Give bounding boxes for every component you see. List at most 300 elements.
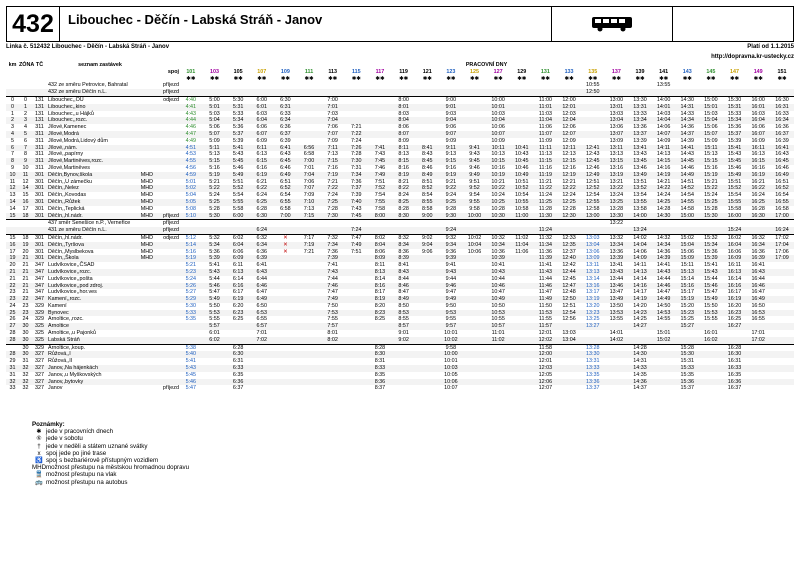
trip-149: 149 xyxy=(753,68,763,75)
departure-time: 17:04 xyxy=(770,242,794,249)
stop-name: Ludvíkovice,,pošta xyxy=(48,275,93,282)
departure-time: 9:16 xyxy=(445,164,457,171)
departure-time: 13:36 xyxy=(609,248,624,255)
departure-time xyxy=(368,111,392,118)
trip-101: 101 xyxy=(186,68,196,75)
departure-time: 5:44 xyxy=(209,275,220,282)
departure-time: 13:41 xyxy=(609,262,624,269)
departure-time: 8:16 xyxy=(398,164,409,171)
stop-name: Ludvíkovice,,hor.ves xyxy=(48,289,97,296)
departure-time xyxy=(510,385,534,392)
stop-zone: 8 xyxy=(24,151,27,158)
departure-time: 10:04 xyxy=(463,242,487,249)
departure-time: 13:20 xyxy=(585,302,600,309)
departure-time: 16:36 xyxy=(723,379,747,386)
departure-time: 8:33 xyxy=(368,365,392,372)
trip-symbols: ✱✱ xyxy=(777,75,787,82)
departure-time: 14:15 xyxy=(652,158,676,165)
departure-time: 9:25 xyxy=(439,199,463,206)
departure-time xyxy=(770,303,794,310)
stop-name: Arnoltice,,rozc. xyxy=(48,316,84,323)
departure-time: 8:28 xyxy=(368,344,392,351)
stop-direction xyxy=(153,242,179,249)
departure-time: 15:09 xyxy=(675,255,699,262)
departure-time xyxy=(486,344,510,351)
departure-time: 6:54 xyxy=(280,192,291,199)
departure-time: 7:04 xyxy=(297,172,321,179)
departure-time: 7:07 xyxy=(321,131,345,138)
departure-time: 15:02 xyxy=(652,337,676,344)
departure-time: 14:32 xyxy=(652,234,676,241)
stop-km: 21 xyxy=(9,275,16,282)
departure-time: 10:49 xyxy=(510,172,534,179)
departure-time: 6:25 xyxy=(232,316,244,323)
departure-time xyxy=(297,111,321,118)
stop-row xyxy=(6,310,794,317)
departure-time xyxy=(321,379,345,386)
departure-time: 7:19 xyxy=(297,242,321,249)
stop-tc: 301 xyxy=(32,234,47,241)
departure-time xyxy=(628,330,652,337)
line-number: 432 xyxy=(7,7,60,41)
departure-time: 8:39 xyxy=(392,255,416,262)
trip-131: 131 xyxy=(540,68,550,75)
departure-time xyxy=(510,289,534,296)
departure-time: 10:54 xyxy=(515,192,529,199)
departure-time: 7:47 xyxy=(327,289,338,296)
departure-time: 12:44 xyxy=(557,269,581,276)
departure-time: 13:17 xyxy=(585,289,600,296)
stop-direction xyxy=(153,283,179,290)
departure-time xyxy=(297,283,321,290)
stop-direction: příjezd xyxy=(153,89,179,96)
stop-zone: 30 xyxy=(19,323,32,330)
stop-km: 5 xyxy=(11,137,14,144)
stop-name: Libouchec,,rozc. xyxy=(47,117,153,124)
departure-time xyxy=(605,323,629,330)
departure-time: 14:47 xyxy=(656,289,671,296)
departure-time: 4:40 xyxy=(179,96,203,103)
departure-time: 13:14 xyxy=(585,275,600,282)
departure-time: 16:13 xyxy=(723,269,747,276)
stop-tc xyxy=(32,82,47,89)
departure-time: 13:13 xyxy=(581,269,605,276)
stop-name: Děčín,,hl.nádr. MHD xyxy=(48,234,153,241)
departure-time: 15:43 xyxy=(727,151,742,158)
stop-name: 431 ze směru Děčín n.L. xyxy=(47,227,153,234)
departure-time xyxy=(486,379,510,386)
stop-row xyxy=(6,220,794,227)
departure-time: 10:21 xyxy=(491,178,505,185)
departure-time: 9:51 xyxy=(469,178,480,185)
departure-time xyxy=(179,220,203,227)
departure-time xyxy=(699,351,723,358)
departure-time xyxy=(321,372,345,379)
departure-time xyxy=(392,89,416,96)
stop-row xyxy=(6,276,794,283)
departure-time xyxy=(699,82,723,89)
departure-time xyxy=(415,316,439,323)
stop-zone: 2 xyxy=(24,110,27,117)
departure-time: 5:04 xyxy=(185,192,197,199)
departure-time: 16:06 xyxy=(727,248,742,255)
stop-tc: 301 xyxy=(32,185,47,192)
departure-time: 15:19 xyxy=(699,172,723,179)
departure-time xyxy=(510,220,534,227)
departure-time: 7:31 xyxy=(351,164,362,171)
departure-time xyxy=(510,269,534,276)
departure-time: 6:30 xyxy=(226,351,250,358)
departure-time: 13:39 xyxy=(605,255,629,262)
stop-direction xyxy=(153,372,179,379)
departure-time: 6:32 xyxy=(250,234,274,241)
departure-time xyxy=(770,220,794,227)
departure-time xyxy=(344,269,368,276)
departure-time: ✕ xyxy=(274,242,298,249)
departure-time: 9:55 xyxy=(445,316,457,323)
bus-icon xyxy=(551,7,672,41)
departure-time: 14:55 xyxy=(656,316,671,323)
departure-time: 13:27 xyxy=(581,323,605,330)
departure-time: 14:49 xyxy=(652,296,676,303)
note-symbol-icon: MHD xyxy=(32,464,47,472)
departure-time: 7:44 xyxy=(327,275,338,282)
departure-time: 7:51 xyxy=(374,178,386,185)
departure-time: 9:43 xyxy=(439,269,463,276)
departure-time xyxy=(415,385,439,392)
departure-time: 7:15 xyxy=(297,213,321,220)
departure-time: 14:09 xyxy=(656,137,671,144)
departure-time: 7:03 xyxy=(327,110,338,117)
departure-time: 6:55 xyxy=(274,199,298,206)
departure-time: 14:25 xyxy=(652,199,676,206)
departure-time xyxy=(581,96,605,103)
departure-time: 5:35 xyxy=(185,316,197,323)
stop-name: Libouchec,,u Hájků xyxy=(48,110,94,117)
departure-time: ✕ xyxy=(283,248,288,255)
stop-name: Arnoltice,,koup. xyxy=(47,344,153,351)
stop-zone: 21 xyxy=(19,283,32,290)
departure-time: 16:53 xyxy=(746,310,770,317)
departure-time: 13:04 xyxy=(581,242,605,249)
departure-time: 10:04 xyxy=(486,117,510,124)
departure-time: 8:04 xyxy=(368,242,392,249)
departure-time: 5:36 xyxy=(209,248,220,255)
departure-time: 10:00 xyxy=(439,351,463,358)
departure-time xyxy=(274,310,298,317)
departure-time: 13:49 xyxy=(628,172,652,179)
departure-time xyxy=(344,96,368,103)
stop-name: Arnoltice xyxy=(47,323,153,330)
departure-time: 6:16 xyxy=(256,164,267,171)
departure-time xyxy=(368,138,392,145)
departure-time: 8:30 xyxy=(368,351,392,358)
departure-time xyxy=(297,276,321,283)
departure-time xyxy=(274,365,298,372)
departure-time: 6:47 xyxy=(256,289,267,296)
departure-time: 8:36 xyxy=(398,248,409,255)
departure-time xyxy=(203,372,227,379)
departure-time: 10:05 xyxy=(444,371,458,378)
departure-time xyxy=(510,131,534,138)
departure-time xyxy=(746,82,770,89)
departure-time: 16:36 xyxy=(775,124,789,131)
stop-tc: 325 xyxy=(32,337,47,344)
departure-time: 8:01 xyxy=(327,330,338,337)
departure-time: 17:01 xyxy=(751,330,765,337)
stop-row xyxy=(6,104,794,111)
departure-time: 6:39 xyxy=(250,255,274,262)
departure-time: 10:55 xyxy=(585,82,600,89)
departure-time: 5:07 xyxy=(203,131,227,138)
departure-time xyxy=(770,262,794,269)
departure-time: 11:06 xyxy=(515,248,529,255)
stop-tc xyxy=(32,227,47,234)
stop-row xyxy=(6,158,794,165)
departure-time: 12:41 xyxy=(581,145,605,152)
departure-time: 14:39 xyxy=(652,255,676,262)
stop-row xyxy=(6,344,794,351)
col-spoj: spoj xyxy=(167,68,179,75)
departure-time xyxy=(557,344,581,351)
departure-time: 5:16 xyxy=(185,248,197,255)
stop-zone: 18 xyxy=(19,234,32,241)
departure-time: 14:37 xyxy=(633,385,647,392)
trip-symbols: ✱✱ xyxy=(682,75,692,82)
departure-time xyxy=(581,337,605,344)
departure-time: 5:00 xyxy=(203,96,227,103)
stop-name: Labská Stráň xyxy=(47,337,153,344)
departure-time: 11:49 xyxy=(534,296,558,303)
departure-time: 16:49 xyxy=(770,172,794,179)
departure-time xyxy=(415,337,439,344)
departure-time: 10:50 xyxy=(491,302,505,309)
departure-time: 7:24 xyxy=(344,227,368,234)
departure-time: 12:25 xyxy=(557,199,581,206)
note-item xyxy=(32,450,189,457)
stop-km: 1 xyxy=(11,110,14,117)
stop-row xyxy=(6,213,794,220)
note-item xyxy=(32,471,189,478)
stop-tc: 325 xyxy=(32,323,47,330)
col-tc: TČ xyxy=(35,62,44,68)
departure-time xyxy=(746,344,770,351)
departure-time: 14:19 xyxy=(652,172,676,179)
departure-time: 5:54 xyxy=(232,192,244,199)
departure-time: 14:53 xyxy=(652,310,676,317)
departure-time: 10:02 xyxy=(439,337,463,344)
departure-time: 16:21 xyxy=(751,178,765,185)
departure-time: 8:35 xyxy=(374,371,386,378)
stop-direction xyxy=(153,179,179,186)
timetable xyxy=(6,62,794,392)
departure-time xyxy=(203,351,227,358)
departure-time: 5:09 xyxy=(209,137,220,144)
departure-time xyxy=(250,358,274,365)
departure-time: 16:27 xyxy=(723,323,747,330)
departure-time: 7:49 xyxy=(321,296,345,303)
departure-time: 13:28 xyxy=(581,344,605,351)
mhd-badge: MHD xyxy=(140,198,153,205)
departure-time xyxy=(179,82,203,89)
departure-time: 15:49 xyxy=(723,172,747,179)
departure-time xyxy=(274,385,298,392)
departure-time xyxy=(770,269,794,276)
departure-time xyxy=(274,344,298,351)
trip-121: 121 xyxy=(422,68,432,75)
departure-time: 14:49 xyxy=(675,172,699,179)
departure-time: 8:13 xyxy=(398,151,409,158)
stop-km xyxy=(6,227,19,234)
departure-time: 12:49 xyxy=(581,172,605,179)
departure-time xyxy=(463,220,487,227)
departure-time xyxy=(486,351,510,358)
stop-zone: 1 xyxy=(19,104,32,111)
departure-time: 16:23 xyxy=(723,310,747,317)
departure-time: 10:41 xyxy=(491,262,505,269)
departure-time: 15:46 xyxy=(727,164,742,171)
departure-time: 12:11 xyxy=(557,145,581,152)
departure-time: 6:17 xyxy=(232,289,244,296)
stop-km xyxy=(6,82,19,89)
departure-time: 5:24 xyxy=(209,192,220,199)
departure-time: 15:52 xyxy=(723,185,747,192)
stop-direction xyxy=(153,117,179,124)
stop-direction xyxy=(153,379,179,386)
departure-time: 10:16 xyxy=(491,164,505,171)
departure-time xyxy=(746,379,770,386)
departure-time: 11:24 xyxy=(538,192,552,199)
departure-time xyxy=(581,131,605,138)
departure-time: 10:36 xyxy=(491,248,505,255)
departure-time xyxy=(770,358,794,365)
departure-time: 14:44 xyxy=(656,275,671,282)
departure-time: 15:19 xyxy=(675,296,699,303)
departure-time xyxy=(415,276,439,283)
departure-time: 5:12 xyxy=(179,234,203,241)
departure-time: 10:47 xyxy=(491,289,505,296)
mhd-badge: MHD xyxy=(140,192,153,199)
stop-direction xyxy=(153,323,179,330)
stop-row xyxy=(6,372,794,379)
stop-name: Děčín,,Nelez MHD xyxy=(48,185,153,192)
departure-time: 14:36 xyxy=(680,124,695,131)
departure-time: 7:37 xyxy=(344,185,368,192)
departure-time: 7:22 xyxy=(321,185,345,192)
stop-name: Kamení,,rozc. xyxy=(47,296,153,303)
departure-time: 16:17 xyxy=(727,289,742,296)
departure-time: 12:04 xyxy=(557,117,581,124)
stop-zone xyxy=(19,227,32,234)
trip-symbols: ✱✱ xyxy=(517,75,527,82)
departure-time xyxy=(415,358,439,365)
departure-time xyxy=(652,344,676,351)
stop-tc: 301 xyxy=(35,248,44,255)
departure-time: 5:05 xyxy=(179,199,203,206)
departure-time xyxy=(321,385,345,392)
stop-zone: 21 xyxy=(19,255,32,262)
departure-time: 13:24 xyxy=(628,227,652,234)
departure-time: 16:34 xyxy=(770,117,794,124)
departure-time: 5:55 xyxy=(226,199,250,206)
departure-time: 14:20 xyxy=(633,302,647,309)
departure-time: 10:22 xyxy=(486,185,510,192)
departure-time: 10:44 xyxy=(491,275,505,282)
departure-time xyxy=(557,379,581,386)
note-item xyxy=(32,457,189,464)
departure-time: 7:39 xyxy=(321,255,345,262)
departure-time: 9:01 xyxy=(398,330,409,337)
departure-time: 8:19 xyxy=(392,172,416,179)
departure-time: 13:24 xyxy=(609,192,624,199)
departure-time: 16:20 xyxy=(727,302,742,309)
departure-time xyxy=(463,358,487,365)
trip-symbols: ✱✱ xyxy=(209,75,219,82)
departure-time xyxy=(415,124,439,131)
stop-km: 28 xyxy=(9,330,16,337)
departure-time: 13:36 xyxy=(633,124,647,131)
departure-time: 9:34 xyxy=(439,242,463,249)
departure-time xyxy=(510,316,534,323)
stop-km: 0 xyxy=(6,96,19,103)
stop-tc: 131 xyxy=(32,96,47,103)
stop-direction xyxy=(153,199,179,206)
departure-time: 11:30 xyxy=(534,213,558,220)
departure-time: 14:03 xyxy=(656,110,671,117)
departure-time: 14:34 xyxy=(652,242,676,249)
departure-time xyxy=(652,385,676,392)
header-row xyxy=(6,62,794,69)
departure-time: 14:11 xyxy=(633,262,647,269)
departure-time: 10:32 xyxy=(486,234,510,241)
departure-time: 15:24 xyxy=(704,192,718,199)
departure-time: 15:00 xyxy=(699,96,723,103)
departure-time: 5:27 xyxy=(185,289,197,296)
departure-time: 5:02 xyxy=(179,185,203,192)
departure-time: 16:55 xyxy=(751,316,765,323)
stop-km: 2 xyxy=(6,117,19,124)
departure-time: 10:43 xyxy=(486,269,510,276)
departure-time: 11:02 xyxy=(510,234,534,241)
stop-tc: 301 xyxy=(32,199,47,206)
stop-row xyxy=(6,316,794,323)
departure-time: 14:43 xyxy=(652,269,676,276)
departure-time xyxy=(770,385,794,392)
departure-time xyxy=(274,89,298,96)
stop-zone: 9 xyxy=(19,158,32,165)
stop-row xyxy=(6,234,794,241)
departure-time xyxy=(605,351,629,358)
departure-time: 5:31 xyxy=(226,104,250,111)
departure-time xyxy=(463,323,487,330)
source-url[interactable]: http://dopravna.kr-ustecky.cz xyxy=(711,54,794,60)
departure-time: 8:00 xyxy=(392,96,416,103)
departure-time xyxy=(368,323,392,330)
departure-time: 13:55 xyxy=(609,316,624,323)
departure-time: 6:35 xyxy=(232,371,244,378)
departure-time xyxy=(297,262,321,269)
departure-time: 8:57 xyxy=(392,323,416,330)
departure-time: 6:36 xyxy=(256,248,267,255)
stop-km: 7 xyxy=(11,151,14,158)
departure-time xyxy=(297,117,321,124)
departure-time: 12:47 xyxy=(557,283,581,290)
trip-symbols: ✱✱ xyxy=(375,75,385,82)
departure-time xyxy=(486,365,510,372)
departure-time: 6:19 xyxy=(226,296,250,303)
departure-time xyxy=(652,89,676,96)
departure-time: 8:06 xyxy=(398,124,409,131)
